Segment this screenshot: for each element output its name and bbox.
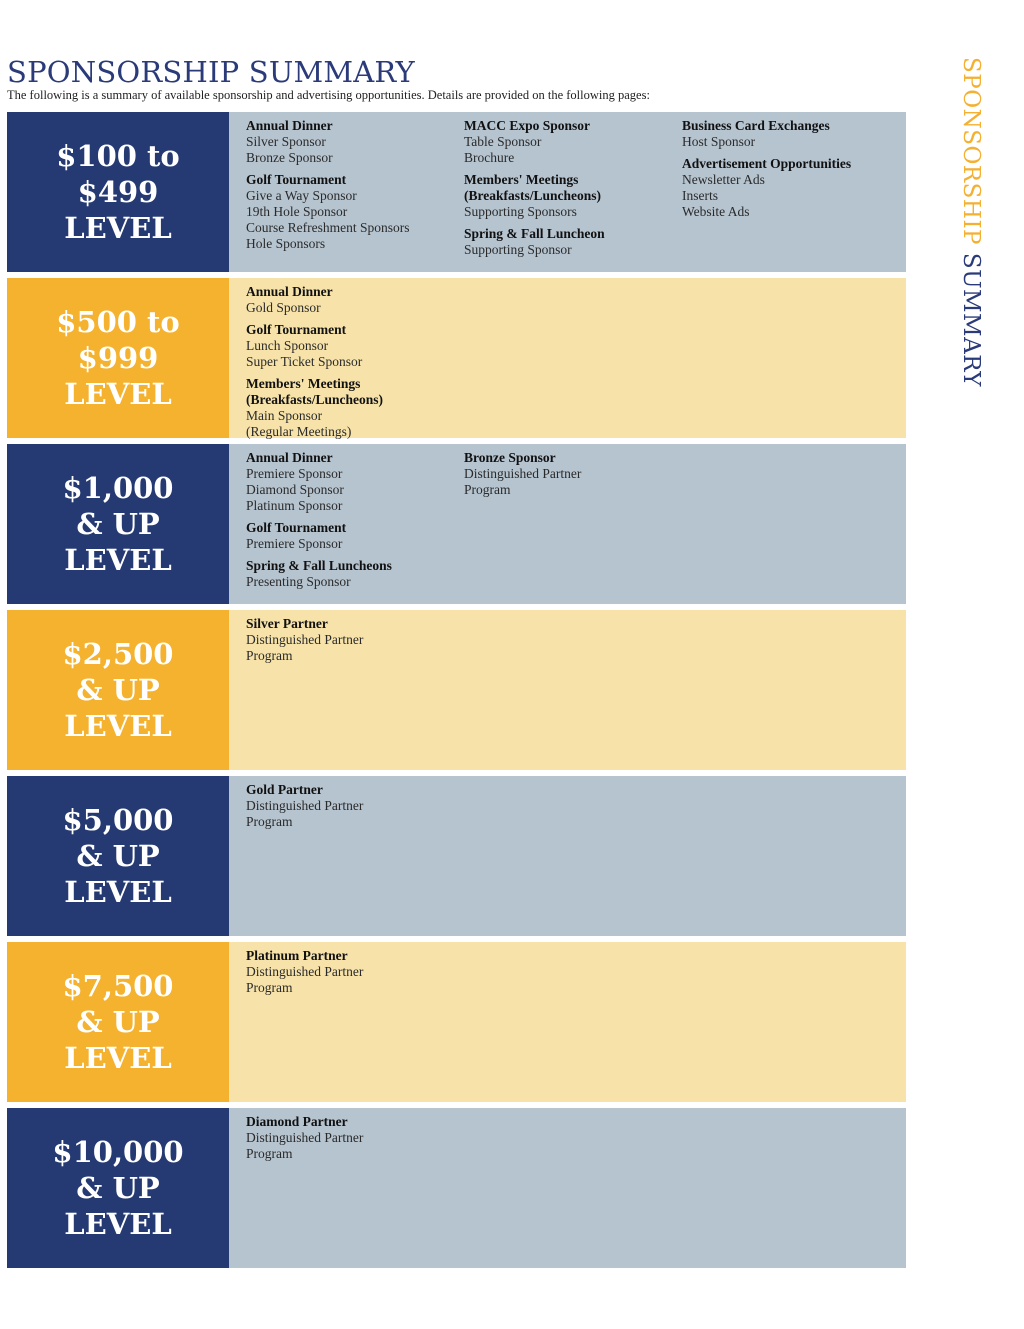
opportunity-group: [246, 616, 456, 664]
opportunity-item: Distinguished Partner: [246, 632, 364, 647]
level-badge: [7, 776, 229, 936]
level-row: [7, 278, 906, 438]
opportunity-group: [246, 322, 456, 370]
level-badge: [7, 1108, 229, 1268]
opportunity-heading: Annual Dinner: [246, 284, 333, 299]
opportunity-group: [246, 118, 456, 166]
level-label-line: LEVEL: [64, 1207, 172, 1241]
level-row: [7, 610, 906, 770]
opportunity-heading: Golf Tournament: [246, 520, 347, 535]
level-details-panel: [229, 112, 906, 272]
opportunity-item: Distinguished Partner: [464, 466, 582, 481]
level-row: [7, 1108, 906, 1268]
opportunity-item: Program: [246, 814, 293, 829]
opportunity-heading: Bronze Sponsor: [464, 450, 556, 465]
opportunity-item: Distinguished Partner: [246, 1130, 364, 1145]
opportunity-heading: Golf Tournament: [246, 322, 347, 337]
opportunity-heading: (Breakfasts/Luncheons): [464, 188, 602, 203]
opportunity-heading: MACC Expo Sponsor: [464, 118, 591, 133]
opportunity-heading: Spring & Fall Luncheons: [246, 558, 392, 573]
level-label-line: LEVEL: [64, 211, 172, 245]
opportunity-item: Platinum Sponsor: [246, 498, 343, 513]
opportunity-item: Gold Sponsor: [246, 300, 321, 315]
opportunity-column: [246, 118, 456, 258]
level-details-panel: [229, 444, 906, 604]
level-label: [63, 470, 174, 578]
side-title-part-b: SUMMARY: [958, 252, 984, 387]
level-label: [52, 1134, 183, 1242]
level-label: [63, 968, 174, 1076]
opportunity-column: [246, 948, 456, 1002]
opportunity-item: Presenting Sponsor: [246, 574, 351, 589]
level-label: [56, 304, 180, 412]
level-label-line: $5,000: [62, 803, 174, 837]
opportunity-item: Program: [246, 648, 293, 663]
level-label-line: & UP: [76, 1005, 160, 1039]
opportunity-heading: Spring & Fall Luncheon: [464, 226, 605, 241]
opportunity-heading: Golf Tournament: [246, 172, 347, 187]
opportunity-item: Premiere Sponsor: [246, 466, 343, 481]
opportunity-group: [246, 1114, 456, 1162]
opportunity-item: Program: [246, 980, 293, 995]
opportunity-item: Supporting Sponsors: [464, 204, 577, 219]
opportunity-heading: Annual Dinner: [246, 118, 333, 133]
opportunity-item: Program: [246, 1146, 293, 1161]
level-label: [63, 802, 174, 910]
opportunity-item: Give a Way Sponsor: [246, 188, 357, 203]
opportunity-column: [246, 284, 456, 446]
level-label-line: $999: [77, 341, 159, 375]
opportunity-heading: Advertisement Opportunities: [682, 156, 852, 171]
level-row: [7, 112, 906, 272]
level-label-line: LEVEL: [64, 377, 172, 411]
level-label-line: LEVEL: [64, 543, 172, 577]
level-label-line: $500 to: [56, 305, 180, 339]
side-vertical-title: [957, 57, 985, 387]
opportunity-item: Distinguished Partner: [246, 798, 364, 813]
opportunity-item: Program: [464, 482, 511, 497]
opportunity-group: [246, 948, 456, 996]
level-label-line: $499: [77, 175, 159, 209]
opportunity-heading: (Breakfasts/Luncheons): [246, 392, 384, 407]
level-details-panel: [229, 942, 906, 1102]
opportunity-column: [682, 118, 892, 226]
opportunity-heading: Diamond Partner: [246, 1114, 348, 1129]
opportunity-item: Newsletter Ads: [682, 172, 765, 187]
opportunity-item: (Regular Meetings): [246, 424, 352, 439]
level-row: [7, 776, 906, 936]
level-label-line: $10,000: [52, 1135, 184, 1169]
level-label: [63, 636, 174, 744]
opportunity-item: Hole Sponsors: [246, 236, 326, 251]
opportunity-item: Super Ticket Sponsor: [246, 354, 363, 369]
level-label: [56, 138, 180, 246]
level-label-line: LEVEL: [64, 875, 172, 909]
level-row: [7, 444, 906, 604]
opportunity-item: Inserts: [682, 188, 718, 203]
level-badge: [7, 610, 229, 770]
level-label-line: LEVEL: [64, 1041, 172, 1075]
opportunity-group: [246, 284, 456, 316]
opportunity-group: [246, 558, 456, 590]
opportunity-column: [464, 118, 674, 264]
level-badge: [7, 278, 229, 438]
level-badge: [7, 942, 229, 1102]
opportunity-item: Table Sponsor: [464, 134, 542, 149]
level-details-panel: [229, 1108, 906, 1268]
opportunity-heading: Business Card Exchanges: [682, 118, 830, 133]
opportunity-item: Website Ads: [682, 204, 750, 219]
level-label-line: & UP: [76, 839, 160, 873]
opportunity-column: [246, 1114, 456, 1168]
opportunity-item: Distinguished Partner: [246, 964, 364, 979]
page-title: SPONSORSHIP SUMMARY: [7, 55, 415, 89]
opportunity-item: Supporting Sponsor: [464, 242, 572, 257]
opportunity-item: Brochure: [464, 150, 515, 165]
opportunity-group: [246, 520, 456, 552]
opportunity-heading: Silver Partner: [246, 616, 328, 631]
level-label-line: LEVEL: [64, 709, 172, 743]
level-label-line: & UP: [76, 507, 160, 541]
opportunity-item: Premiere Sponsor: [246, 536, 343, 551]
page-subtitle: The following is a summary of available sponsorship and advertising opportunities. Details are provided on the following pages:: [7, 88, 650, 102]
level-details-panel: [229, 776, 906, 936]
opportunity-item: Lunch Sponsor: [246, 338, 329, 353]
level-label-line: $2,500: [62, 637, 174, 671]
opportunity-column: [246, 450, 456, 596]
opportunity-item: Diamond Sponsor: [246, 482, 344, 497]
level-row: [7, 942, 906, 1102]
opportunity-item: Main Sponsor: [246, 408, 323, 423]
opportunity-heading: Annual Dinner: [246, 450, 333, 465]
opportunity-group: [464, 450, 674, 498]
opportunity-heading: Platinum Partner: [246, 948, 348, 963]
level-details-panel: [229, 610, 906, 770]
opportunity-heading: Members' Meetings: [464, 172, 579, 187]
level-label-line: $1,000: [62, 471, 174, 505]
opportunity-group: [246, 782, 456, 830]
opportunity-group: [682, 118, 892, 150]
opportunity-column: [246, 616, 456, 670]
level-badge: [7, 112, 229, 272]
opportunity-group: [246, 172, 456, 252]
level-details-panel: [229, 278, 906, 438]
opportunity-column: [246, 782, 456, 836]
opportunity-heading: Gold Partner: [246, 782, 323, 797]
opportunity-group: [464, 226, 674, 258]
level-label-line: $100 to: [56, 139, 180, 173]
side-title-part-a: SPONSORSHIP: [958, 57, 984, 246]
level-label-line: $7,500: [62, 969, 174, 1003]
level-label-line: & UP: [76, 1171, 160, 1205]
level-label-line: & UP: [76, 673, 160, 707]
opportunity-group: [464, 118, 674, 166]
level-badge: [7, 444, 229, 604]
opportunity-group: [246, 376, 456, 440]
opportunity-column: [464, 450, 674, 504]
opportunity-item: Silver Sponsor: [246, 134, 326, 149]
opportunity-group: [682, 156, 892, 220]
opportunity-heading: Members' Meetings: [246, 376, 361, 391]
opportunity-item: Course Refreshment Sponsors: [246, 220, 410, 235]
opportunity-item: 19th Hole Sponsor: [246, 204, 348, 219]
opportunity-group: [464, 172, 674, 220]
opportunity-item: Host Sponsor: [682, 134, 756, 149]
opportunity-item: Bronze Sponsor: [246, 150, 333, 165]
opportunity-group: [246, 450, 456, 514]
